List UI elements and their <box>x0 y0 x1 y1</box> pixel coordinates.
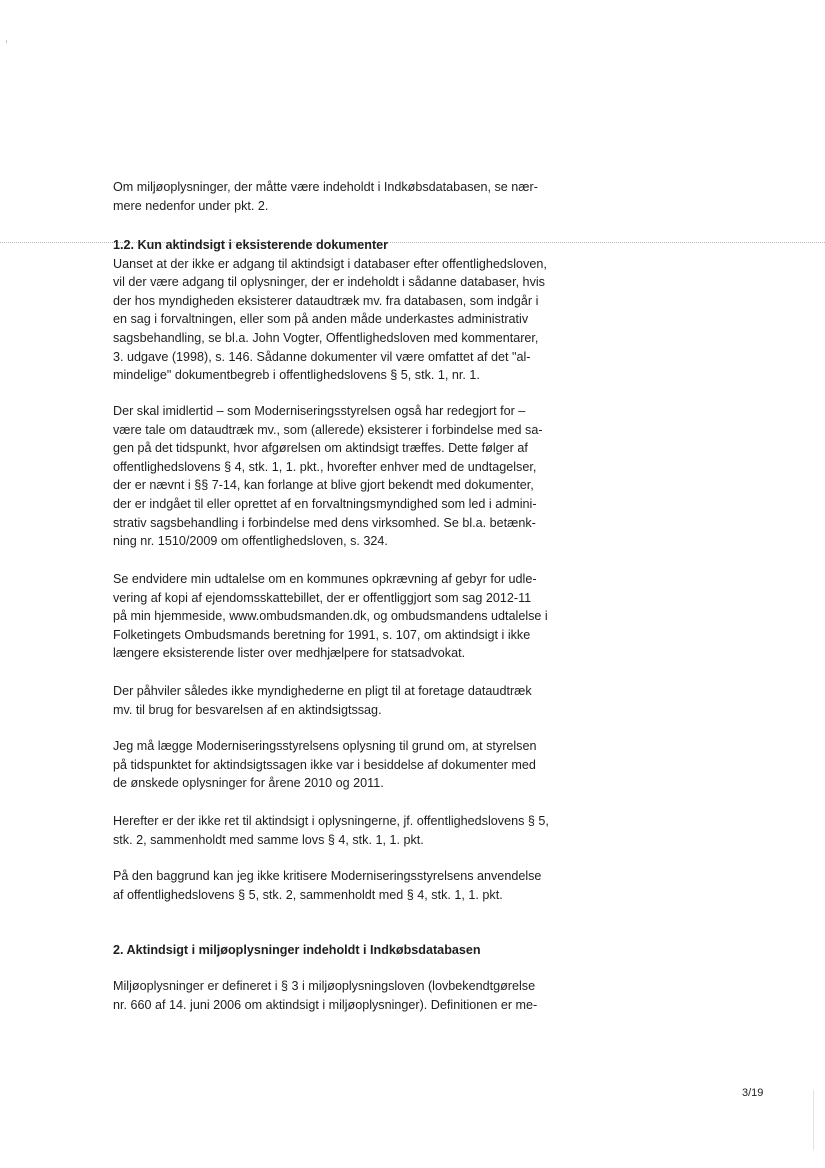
text-line: ning nr. 1510/2009 om offentlighedsloven, s. 324. <box>113 534 388 549</box>
text-line: mv. til brug for besvarelsen af en aktindsigtssag. <box>113 702 382 717</box>
text-line: strativ sagsbehandling i forbindelse med dens virksomhed. Se bl.a. betænk- <box>113 515 536 530</box>
text-line: Miljøoplysninger er defineret i § 3 i miljøoplysningsloven (lovbekendtgørelse <box>113 979 536 993</box>
scan-edge-shadow <box>813 1090 814 1150</box>
text-line: der er nævnt i §§ 7-14, kan forlange at blive gjort bekendt med dokumenter, <box>113 478 534 493</box>
paragraph-3 <box>113 570 583 663</box>
text-line: På den baggrund kan jeg ikke kritisere Moderniseringsstyrelsens anvendelse <box>113 869 542 883</box>
scan-speck <box>6 40 7 43</box>
text-line: 3. udgave (1998), s. 146. Sådanne dokumenter vil være omfattet af det "al- <box>113 349 531 364</box>
paragraph-7 <box>113 867 583 904</box>
paragraph-6 <box>113 812 583 849</box>
text-line: Der påhviler således ikke myndighederne en pligt til at foretage dataudtræk <box>113 684 532 698</box>
section-2 <box>113 941 583 960</box>
text-line: Jeg må lægge Moderniseringsstyrelsens oplysning til grund om, at styrelsen <box>113 739 537 753</box>
text-line: længere eksisterende lister over medhjælpere for statsadvokat. <box>113 646 466 661</box>
paragraph-8 <box>113 977 583 1014</box>
text-line: mere nedenfor under pkt. 2. <box>113 198 269 213</box>
text-block-intro <box>113 178 583 215</box>
page-number: 3/19 <box>742 1087 764 1099</box>
section-1-2 <box>113 236 583 385</box>
paragraph-2 <box>113 402 583 551</box>
text-line: på tidspunktet for aktindsigtssagen ikke var i besiddelse af dokumenter med <box>113 757 536 772</box>
text-line: Der skal imidlertid – som Moderniseringsstyrelsen også har redegjort for – <box>113 404 526 418</box>
text-line: Se endvidere min udtalelse om en kommunes opkrævning af gebyr for udle- <box>113 572 537 586</box>
text-line: der er indgået til eller oprettet af en forvaltningsmyndighed som led i admini- <box>113 496 537 511</box>
text-line: nr. 660 af 14. juni 2006 om aktindsigt i miljøoplysninger). Definitionen er me- <box>113 997 538 1012</box>
text-line: gen på det tidspunkt, hvor afgørelsen om aktindsigt træffes. Dette følger af <box>113 441 528 456</box>
text-line: være tale om dataudtræk mv., som (allerede) eksisterer i forbindelse med sa- <box>113 422 543 437</box>
section-heading-1-2: 1.2. Kun aktindsigt i eksisterende dokumenter <box>113 238 389 252</box>
text-line: der hos myndigheden eksisterer dataudtræk mv. fra databasen, som indgår i <box>113 293 539 308</box>
text-line: vil der være adgang til oplysninger, der er indeholdt i sådanne databaser, hvis <box>113 275 545 290</box>
section-heading-2: 2. Aktindsigt i miljøoplysninger indeholdt i Indkøbsdatabasen <box>113 943 481 957</box>
text-line: mindelige" dokumentbegreb i offentlighedslovens § 5, stk. 1, nr. 1. <box>113 368 480 383</box>
text-line: sagsbehandling, se bl.a. John Vogter, Offentlighedsloven med kommentarer, <box>113 330 539 345</box>
paragraph-5 <box>113 737 583 793</box>
paragraph-4 <box>113 682 583 719</box>
text-line: af offentlighedslovens § 5, stk. 2, sammenholdt med § 4, stk. 1, 1. pkt. <box>113 887 503 902</box>
text-line: Folketingets Ombudsmands beretning for 1991, s. 107, om aktindsigt i ikke <box>113 627 531 642</box>
text-line: Uanset at der ikke er adgang til aktindsigt i databaser efter offentlighedsloven, <box>113 256 547 271</box>
text-line: stk. 2, sammenholdt med samme lovs § 4, stk. 1, 1. pkt. <box>113 832 424 847</box>
text-line: offentlighedslovens § 4, stk. 1, 1. pkt., hvorefter enhver med de undtagelser, <box>113 459 537 474</box>
text-line: på min hjemmeside, www.ombudsmanden.dk, og ombudsmandens udtalelse i <box>113 609 548 624</box>
text-line: Herefter er der ikke ret til aktindsigt i oplysningerne, jf. offentlighedslovens § 5, <box>113 814 549 828</box>
text-line: vering af kopi af ejendomsskattebillet, der er offentliggjort som sag 2012-11 <box>113 590 532 605</box>
text-line: en sag i forvaltningen, eller som på anden måde underkastes administrativ <box>113 312 529 327</box>
text-line: de ønskede oplysninger for årene 2010 og 2011. <box>113 776 384 791</box>
text-line: Om miljøoplysninger, der måtte være indeholdt i Indkøbsdatabasen, se nær- <box>113 180 538 194</box>
